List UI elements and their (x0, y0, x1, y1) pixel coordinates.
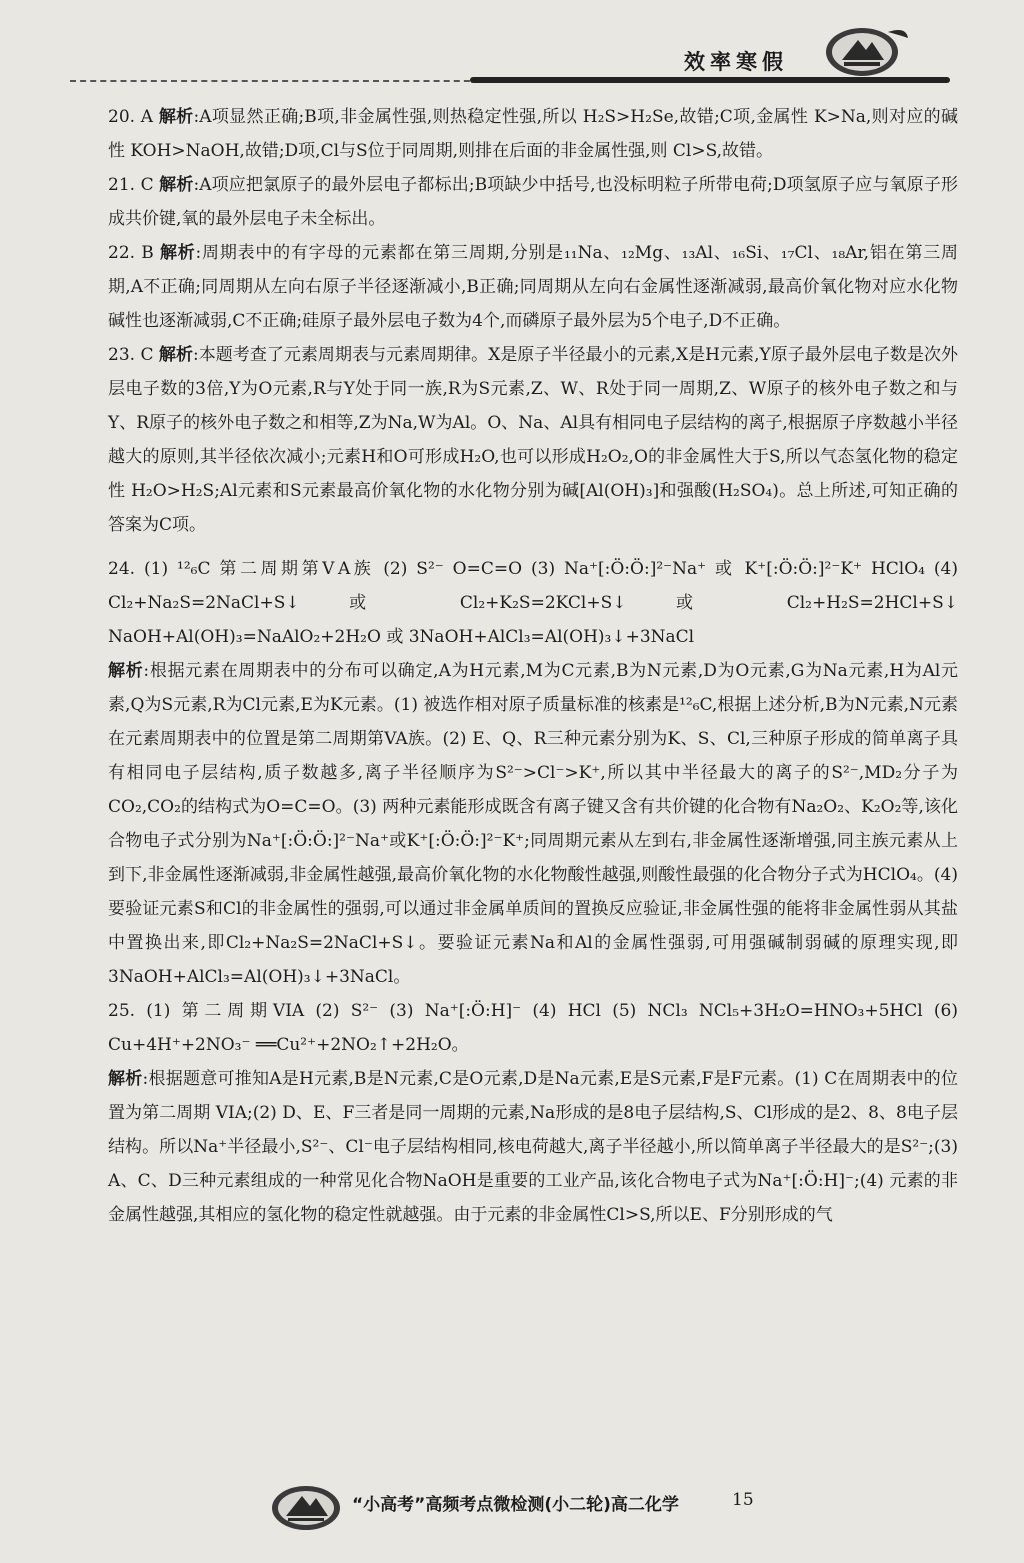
header-title: 效率寒假 (684, 50, 788, 74)
answer-paragraph (108, 236, 958, 338)
question-number: 21. C (108, 175, 154, 195)
answer-text: :A项显然正确;B项,非金属性强,则热稳定性强,所以 H₂S>H₂Se,故错;C项,金属性 K>Na,则对应的碱性 KOH>NaOH,故错;D项,Cl与S位于同周期,则排在后面的非金属性强,则 Cl>S,故错。 (108, 107, 959, 161)
spacer (108, 542, 958, 552)
answer-text: :周期表中的有字母的元素都在第三周期,分别是₁₁Na、₁₂Mg、₁₃Al、₁₆Si、₁₇Cl、₁₈Ar,铝在第三周期,A不正确;同周期从左向右原子半径逐渐减小,B正确;同周期从左向右金属性逐渐减弱,最高价氧化物对应水化物碱性也逐渐减弱,C不正确;硅原子最外层电子数为4个,而磷原子最外层为5个电子,D不正确。 (108, 243, 959, 331)
analysis-label: 解析 (158, 107, 194, 127)
footer (0, 1478, 1024, 1538)
answer-text: :根据元素在周期表中的分布可以确定,A为H元素,M为C元素,B为N元素,D为O元素,G为Na元素,H为Al元素,Q为S元素,R为Cl元素,E为K元素。(1) 被选作相对原子质量标准的核素是¹²₆C,根据上述分析,B为N元素,N元素在元素周期表中的位置是第二周期第VA族。(2) E、Q、R三种元素分别为K、S、Cl,三种原子形成的简单离子具有相同电子层结构,质子数越多,离子半径顺序为S²⁻>Cl⁻>K⁺,所以其中半径最大的离子的S²⁻,MD₂分子为CO₂,CO₂的结构式为O=C=O。(3) 两种元素能形成既含有离子键又含有共价键的化合物有Na₂O₂、K₂O₂等,该化合物电子式分别为Na⁺[:Ö:Ö:]²⁻Na⁺或K⁺[:Ö:Ö:]²⁻K⁺;同周期元素从左到右,非金属性逐渐增强,同主族元素从上到下,非金属性逐渐减弱,非金属性越强,最高价氧化物的水化物酸性越强,则酸性最强的化合物分子式为HClO₄。(4) 要验证元素S和Cl的非金属性的强弱,可以通过非金属单质间的置换反应验证,非金属性强的能将非金属性弱从其盐中置换出来,即Cl₂+Na₂S=2NaCl+S↓。要验证元素Na和Al的金属性强弱,可用强碱制弱碱的原理实现,即3NaOH+AlCl₃=Al(OH)₃↓+3NaCl。 (108, 661, 959, 987)
answer-text: (1) ¹²₆C 第二周期第ⅤA族 (2) S²⁻ O=C=O (3) Na⁺[:Ö:Ö:]²⁻Na⁺ 或 K⁺[:Ö:Ö:]²⁻K⁺ HClO₄ (4) Cl₂+Na₂S=2NaCl+S↓ 或 Cl₂+K₂S=2KCl+S↓ 或 Cl₂+H₂S=2HCl+S↓ NaOH+Al(OH)₃=NaAlO₂+2H₂O 或 3NaOH+AlCl₃=Al(OH)₃↓+3NaCl (108, 559, 958, 647)
answer-paragraph (108, 1062, 958, 1232)
analysis-label: 解析 (108, 661, 144, 681)
answer-paragraph (108, 994, 958, 1062)
question-number: 22. B (108, 243, 154, 263)
answer-paragraph (108, 654, 958, 994)
analysis-label: 解析 (108, 1069, 143, 1089)
analysis-label: 解析 (159, 175, 194, 195)
question-number: 25. (108, 1001, 136, 1021)
analysis-label: 解析 (159, 243, 196, 263)
question-number: 20. A (108, 107, 154, 127)
answer-content (108, 100, 958, 1232)
page-number: 15 (732, 1490, 754, 1510)
answer-text: :本题考查了元素周期表与元素周期律。X是原子半径最小的元素,X是H元素,Y原子最外层电子数是次外层电子数的3倍,Y为O元素,R与Y处于同一族,R为S元素,Z、W、R处于同一周期,Z、W原子的核外电子数之和与Y、R原子的核外电子数之和相等,Z为Na,W为Al。O、Na、Al具有相同电子层结构的离子,根据原子序数越小半径越大的原则,其半径依次减小;元素H和O可形成H₂O,也可以形成H₂O₂,O的非金属性大于S,所以气态氢化物的稳定性 H₂O>H₂S;Al元素和S元素最高价氧化物的水化物分别为碱[Al(OH)₃]和强酸(H₂SO₄)。总上所述,可知正确的答案为C项。 (108, 345, 959, 535)
question-number: 23. C (108, 345, 154, 365)
answer-text: :A项应把氯原子的最外层电子都标出;B项缺少中括号,也没标明粒子所带电荷;D项氢原子应与氧原子形成共价键,氧的最外层电子未全标出。 (108, 175, 959, 229)
answer-paragraph (108, 552, 958, 654)
header-dashed-rule (70, 80, 480, 82)
footer-title: “小高考”高频考点微检测(小二轮)高二化学 (352, 1495, 679, 1515)
footer-logo-icon (268, 1478, 344, 1534)
answer-text: :根据题意可推知A是H元素,B是N元素,C是O元素,D是Na元素,E是S元素,F是F元素。(1) C在周期表中的位置为第二周期 VIA;(2) D、E、F三者是同一周期的元素,Na形成的是8电子层结构,S、Cl形成的是2、8、8电子层结构。所以Na⁺半径最小,S²⁻、Cl⁻电子层结构相同,核电荷越大,离子半径越小,所以简单离子半径最大的是S²⁻;(3) A、C、D三种元素组成的一种常见化合物NaOH是重要的工业产品,该化合物电子式为Na⁺[:Ö:H]⁻;(4) 元素的非金属性越强,其相应的氢化物的稳定性就越强。由于元素的非金属性Cl>S,所以E、F分别形成的气 (108, 1069, 959, 1225)
answer-text: (1) 第二周期VIA (2) S²⁻ (3) Na⁺[:Ö:H]⁻ (4) HCl (5) NCl₃ NCl₅+3H₂O=HNO₃+5HCl (6) Cu+4H⁺+2NO₃⁻ ══Cu²⁺+2NO₂↑+2H₂O。 (108, 1001, 958, 1055)
answer-paragraph (108, 100, 958, 168)
question-number: 24. (108, 559, 136, 579)
answer-paragraph (108, 168, 958, 236)
publisher-logo-icon (822, 24, 908, 80)
analysis-label: 解析 (158, 345, 193, 365)
answer-paragraph (108, 338, 958, 542)
